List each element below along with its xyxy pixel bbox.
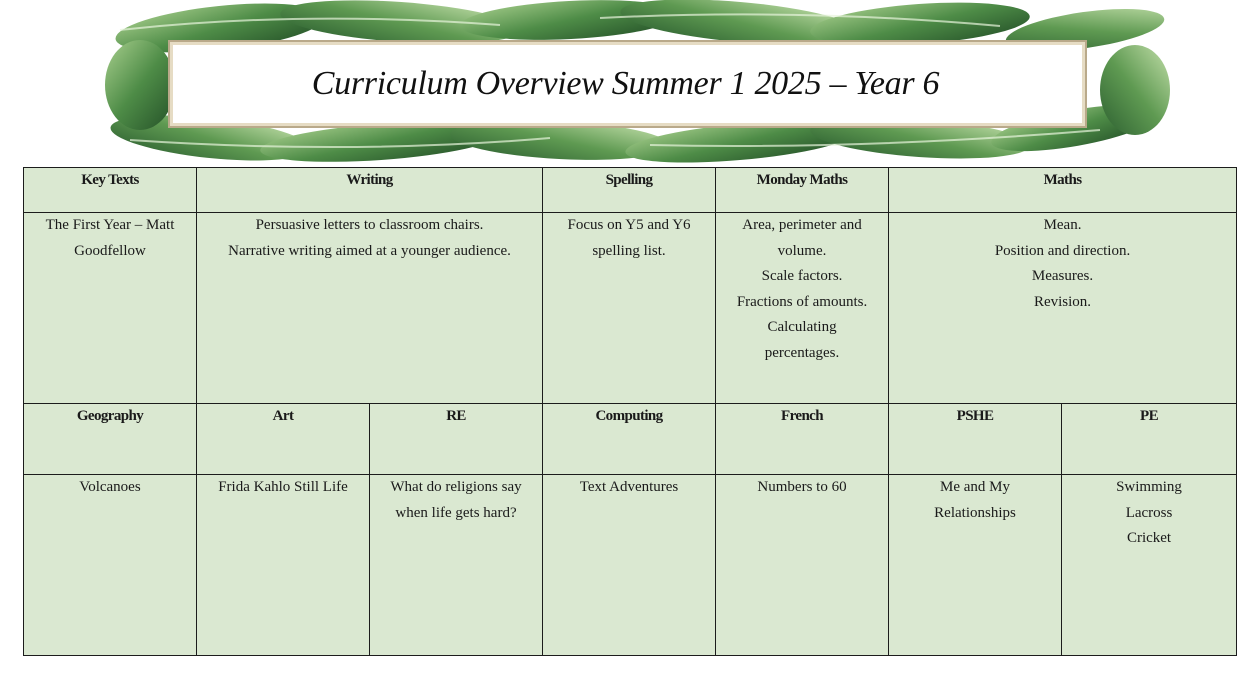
subject-header-row-2 (24, 404, 1237, 475)
header-computing: Computing (543, 404, 716, 475)
cell-writing: Persuasive letters to classroom chairs. Narrative writing aimed at a younger audience. (197, 213, 543, 404)
cell-computing: Text Adventures (543, 475, 716, 656)
cell-pe: Swimming Lacross Cricket (1062, 475, 1237, 656)
header-spelling: Spelling (543, 168, 716, 213)
header-re: RE (370, 404, 543, 475)
subject-header-row-1 (24, 168, 1237, 213)
cell-monday-maths: Area, perimeter and volume. Scale factors. Fractions of amounts. Calculating percentages. (716, 213, 889, 404)
cell-maths: Mean. Position and direction. Measures. Revision. (889, 213, 1237, 404)
header-writing: Writing (197, 168, 543, 213)
header-monday-maths: Monday Maths (716, 168, 889, 213)
cell-geography: Volcanoes (24, 475, 197, 656)
header-french: French (716, 404, 889, 475)
header-pe: PE (1062, 404, 1237, 475)
header-key-texts: Key Texts (24, 168, 197, 213)
cell-pshe: Me and My Relationships (889, 475, 1062, 656)
header-geography: Geography (24, 404, 197, 475)
curriculum-table (23, 167, 1237, 656)
cell-re: What do religions say when life gets hard? (370, 475, 543, 656)
header-pshe: PSHE (889, 404, 1062, 475)
page-title: Curriculum Overview Summer 1 2025 – Year 6 (311, 65, 940, 102)
cell-french: Numbers to 60 (716, 475, 889, 656)
header-maths: Maths (889, 168, 1237, 213)
header-art: Art (197, 404, 370, 475)
cell-key-texts: The First Year – Matt Goodfellow (24, 213, 197, 404)
subject-content-row-1 (24, 213, 1237, 404)
cell-spelling: Focus on Y5 and Y6 spelling list. (543, 213, 716, 404)
cell-art: Frida Kahlo Still Life (197, 475, 370, 656)
subject-content-row-2 (24, 475, 1237, 656)
